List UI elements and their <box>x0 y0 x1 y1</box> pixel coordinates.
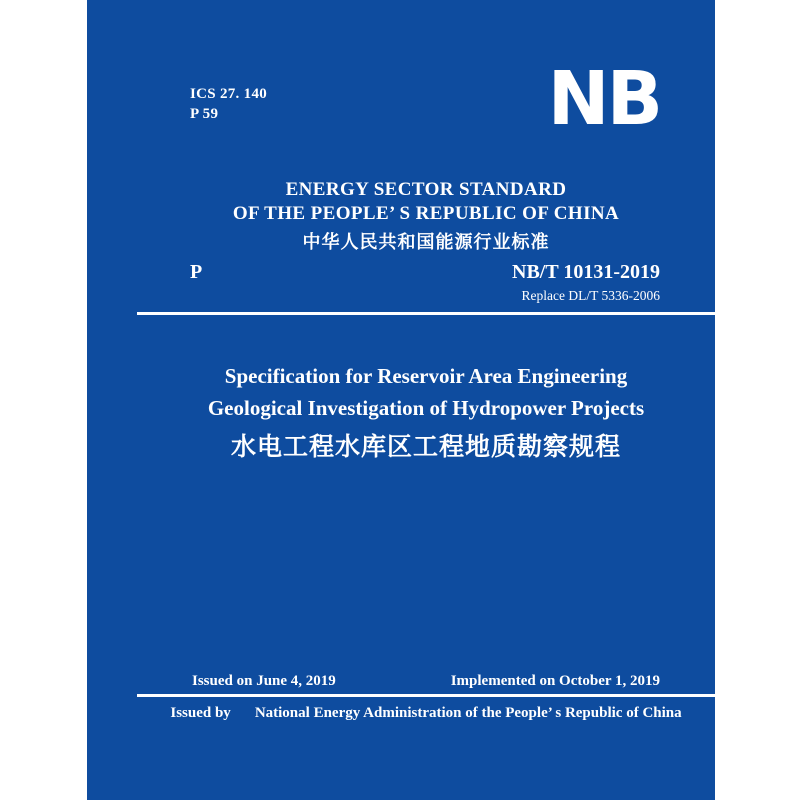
title-line1: Specification for Reservoir Area Engineering <box>224 364 628 388</box>
implemented-on-date: Implemented on October 1, 2019 <box>450 673 660 689</box>
doc-class-mark: P <box>190 261 203 283</box>
ics-classification-block <box>190 84 267 124</box>
title-line2: Geological Investigation of Hydropower Projects <box>207 396 645 420</box>
nb-logo: NB <box>547 56 660 142</box>
ics-code: ICS 27. 140 <box>190 86 268 102</box>
issued-on-date: Issued on June 4, 2019 <box>192 673 336 689</box>
cover-content <box>137 0 715 800</box>
standard-header-line2: OF THE PEOPLE’ S REPUBLIC OF CHINA <box>232 203 620 224</box>
issuer-row <box>137 704 715 723</box>
title-chinese: 水电工程水库区工程地质勘察规程 <box>230 434 621 461</box>
replaces-note: Replace DL/T 5336-2006 <box>521 288 660 303</box>
issued-by-value: National Energy Administration of the People’ s Republic of China <box>254 705 682 721</box>
standard-header-chinese: 中华人民共和国能源行业标准 <box>302 232 550 252</box>
standard-cover <box>87 0 715 800</box>
code-row <box>190 261 660 283</box>
issued-by-label: Issued by <box>170 705 231 721</box>
dates-row <box>192 672 660 691</box>
standard-number: NB/T 10131-2019 <box>512 261 660 283</box>
title-block <box>137 360 715 463</box>
divider-line-top <box>137 312 715 315</box>
doc-class-code: P 59 <box>190 106 219 122</box>
divider-line-bottom <box>137 694 715 697</box>
standard-header-line1: ENERGY SECTOR STANDARD <box>285 179 567 200</box>
standard-header <box>137 178 715 253</box>
